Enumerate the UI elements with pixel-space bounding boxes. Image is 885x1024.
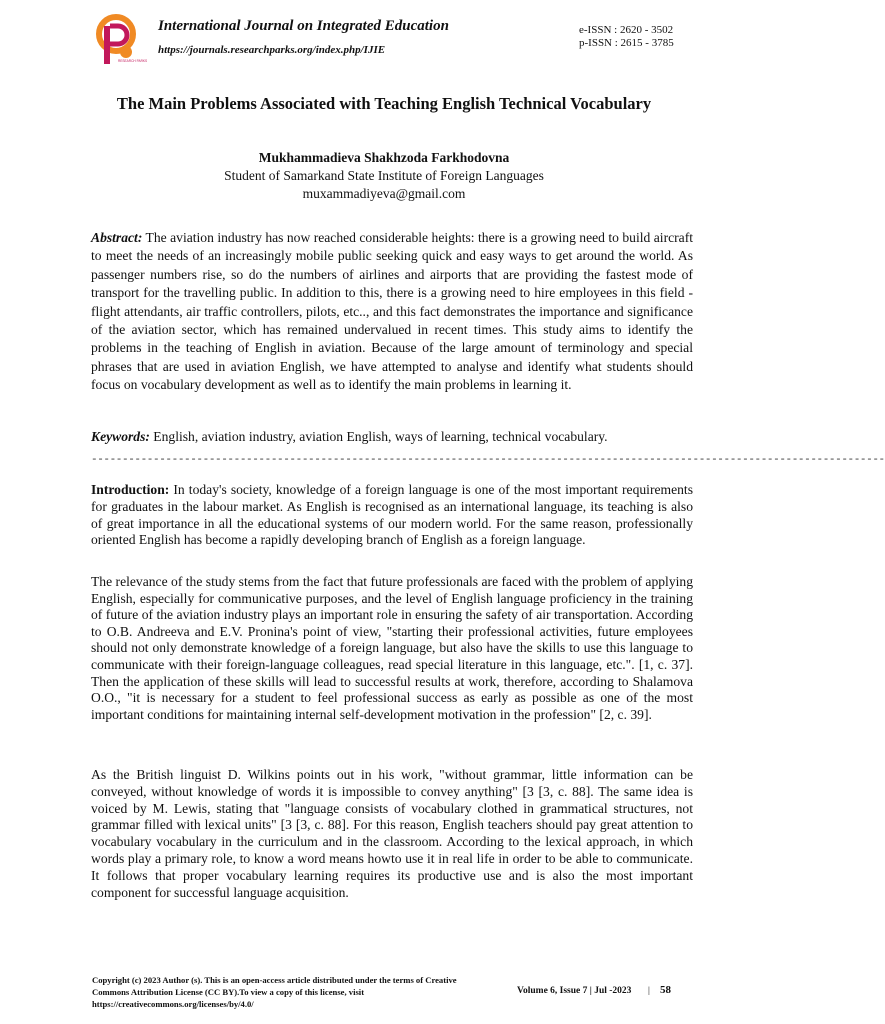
journal-name: International Journal on Integrated Education <box>158 18 449 34</box>
volume-issue: Volume 6, Issue 7 | Jul -2023 <box>517 986 632 996</box>
section-divider: -------------------------------------------------------------------------------------------------------------------------------- <box>91 454 885 466</box>
body-paragraph-2: The relevance of the study stems from the fact that future professionals are faced with the problem of applying English, especially for communicative purposes, and the level of English language proficiency in the training of future of the aviation industry plays an important role in ensuring the safety of air transportation. According to O.B. Andreeva and E.V. Pronina's point of view, "starting their professional activities, future employees should not only demonstrate knowledge of a foreign language, but also have the skills to use this language to communicate with their foreign-language colleagues, read special literature in this language, etc.". [1, c. 37]. Then the application of these skills will lead to successful results at work, therefore, according to Shalamova O.O., "it is necessary for a student to feel professional success as early as possible as one of the most important conditions for maintaining internal self-development motivation in the profession" [2, c. 39]. <box>91 574 693 722</box>
introduction-paragraph <box>91 482 693 549</box>
author-affiliation: Student of Samarkand State Institute of Foreign Languages <box>224 168 544 183</box>
author-email[interactable]: muxammadiyeva@gmail.com <box>302 186 466 201</box>
keywords-text: English, aviation industry, aviation English, ways of learning, technical vocabulary. <box>149 429 608 444</box>
article-title: The Main Problems Associated with Teaching English Technical Vocabulary <box>116 94 652 113</box>
logo-wordmark: RESEARCH PARKS <box>118 59 148 63</box>
abstract-text: The aviation industry has now reached considerable heights: there is a growing need to build aircraft to meet the needs of an increasingly mobile public seeking quick and easy ways to get around the world. As passenger numbers rise, so do the numbers of airlines and airports that are providing the fastest mode of transport for the travelling public. In addition to this, there is a growing need to hire employees in this field - flight attendants, air traffic controllers, pilots, etc.., and this fact demonstrates the importance and significance of the aviation sector, which has remained undervalued in recent times. This study aims to identify the problems in the teaching of English in aviation. Because of the large amount of terminology and special phrases that are used in aviation English, we have attempted to analyse and identify what students should focus on vocabulary development as well as to identify the main problems in learning it. <box>91 230 693 393</box>
abstract <box>91 229 693 395</box>
author-affiliation-block <box>0 167 768 203</box>
journal-logo <box>96 12 148 70</box>
abstract-label: Abstract: <box>91 230 143 245</box>
pissn: p-ISSN : 2615 - 3785 <box>579 37 674 49</box>
journal-url[interactable]: https://journals.researchparks.org/index.php/IJIE <box>158 44 386 56</box>
copyright-notice: Copyright (c) 2023 Author (s). This is an open-access article distributed under the terms of Creative Commons Attribution License (CC BY).To view a copy of this license, visit https://creativecommons.org/licenses/by/4.0/ <box>92 975 457 1009</box>
body-paragraph-3: As the British linguist D. Wilkins points out in his work, "without grammar, little information can be conveyed, without knowledge of words it is impossible to convey anything" [3 [3, c. 88]. The same idea is voiced by M. Lewis, stating that "language consists of vocabulary clothed in grammatical structures, not grammar filled with lexical units" [3 [3, c. 88]. For this reason, English teachers should pay great attention to vocabulary vocabulary in the curriculum and in the classroom. According to the lexical approach, in which words play a primary role, to know a word means howto use it in real life in order to be able to communicate. It follows that proper vocabulary learning requires its productive use and is also the most important component for successful language acquisition. <box>91 767 693 900</box>
eissn: e-ISSN : 2620 - 3502 <box>579 24 674 36</box>
author-name: Mukhammadieva Shakhzoda Farkhodovna <box>258 150 510 165</box>
introduction-text: In today's society, knowledge of a foreign language is one of the most important requirements for graduates in the labour market. As English is recognised as an international language, its teaching is also of great importance in all the educational systems of our modern world. For the same reason, professionally oriented English has become a rapidly developing branch of English as a foreign language. <box>91 482 693 548</box>
keywords-label: Keywords: <box>91 429 150 444</box>
page-number: 58 <box>660 984 671 996</box>
issn-block <box>579 24 674 50</box>
introduction-label: Introduction: <box>91 482 170 497</box>
keywords <box>91 428 693 446</box>
footer-separator: | <box>648 986 650 996</box>
